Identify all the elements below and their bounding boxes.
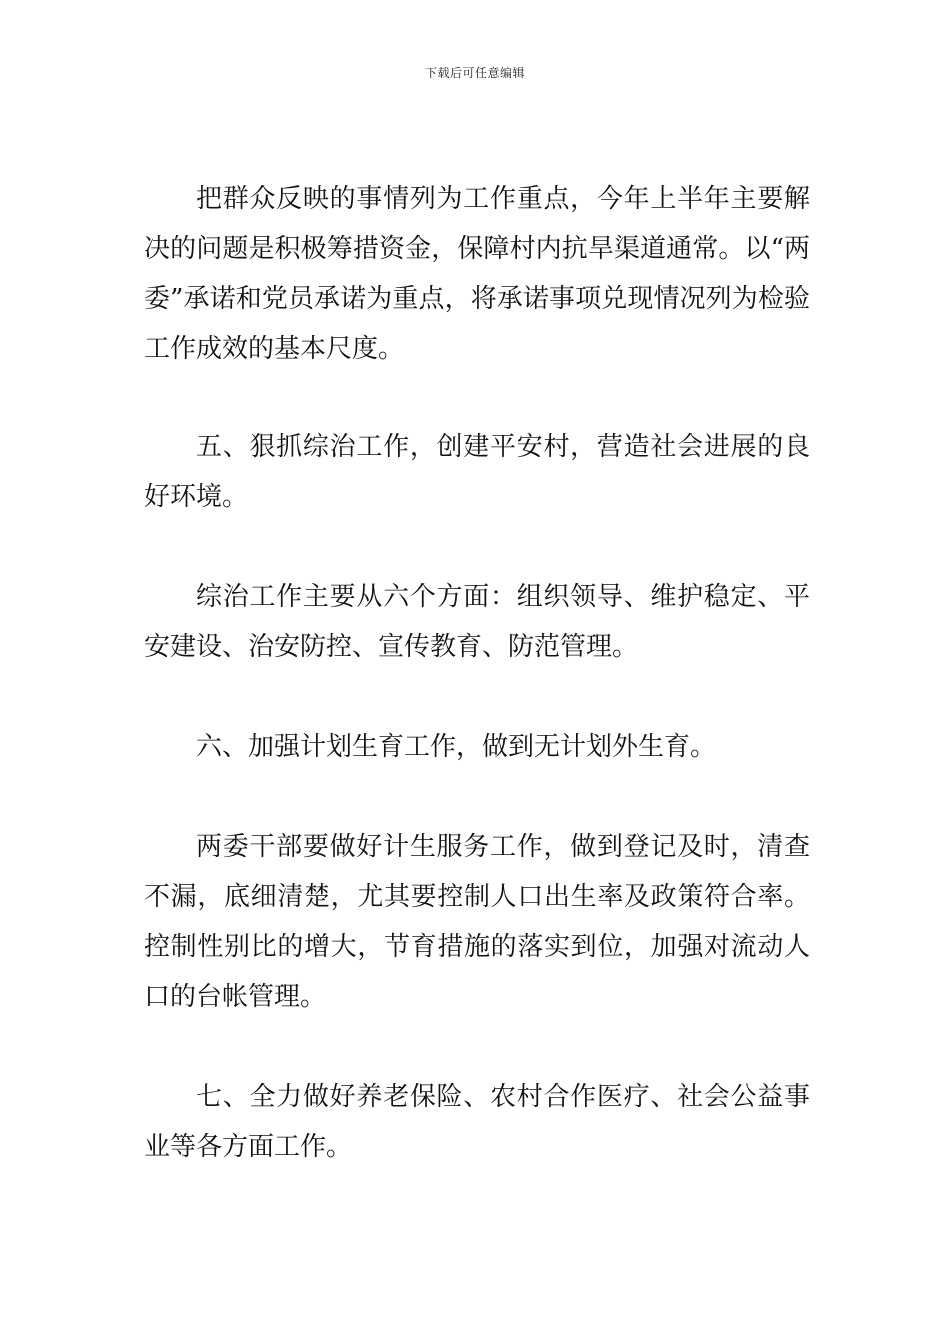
page-header: 下载后可任意编辑	[424, 66, 525, 80]
paragraph-comprehensive-governance: 综治工作主要从六个方面：组织领导、维护稳定、平安建设、治安防控、宣传教育、防范管理。	[144, 582, 810, 662]
heading-section-five: 五、狠抓综治工作，创建平安村，营造社会进展的良好环境。	[144, 432, 810, 512]
heading-section-seven: 七、全力做好养老保险、农村合作医疗、社会公益事业等各方面工作。	[144, 1082, 810, 1162]
paragraph-family-planning: 两委干部要做好计生服务工作，做到登记及时，清查不漏，底细清楚，尤其要控制人口出生率及政策符合率。控制性别比的增大，节育措施的落实到位，加强对流动人口的台帐管理。	[144, 832, 810, 1012]
document-body	[144, 174, 810, 1172]
heading-section-six: 六、加强计划生育工作，做到无计划外生育。	[196, 732, 717, 762]
paragraph-priority-issues: 把群众反映的事情列为工作重点，今年上半年主要解决的问题是积极筹措资金，保障村内抗旱渠道通常。以“两委”承诺和党员承诺为重点，将承诺事项兑现情况列为检验工作成效的基本尺度。	[144, 184, 810, 364]
